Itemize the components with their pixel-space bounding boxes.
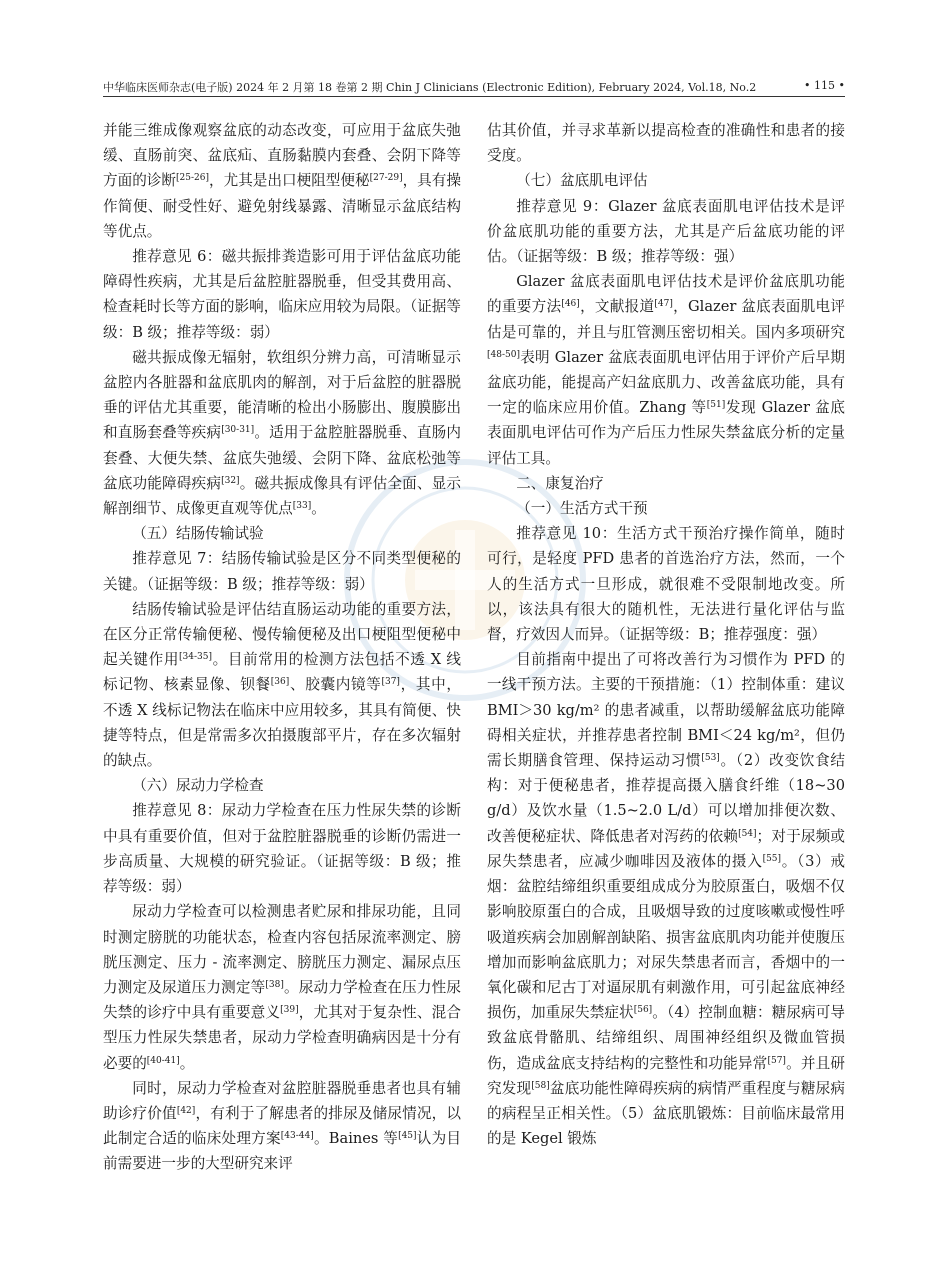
citation-ref: [33] [292,501,312,512]
text-run: 。（4）控制血糖：糖尿病可导致盆底骨骼肌、结缔组织、周围神经组织及微血管损伤，造成盆底支持结构的完整性和功能异常 [487,1004,845,1072]
text-run: 推荐意见 6：磁共振排粪造影可用于评估盆底功能障碍性疾病，尤其是后盆腔脏器脱垂，但受其费用高、检查耗时长等方面的影响，临床应用较为局限。（证据等级：B 级；推荐等级：弱） [103,248,461,341]
citation-ref: [48-50] [487,349,520,360]
text-run: 推荐意见 10：生活方式干预治疗操作简单，随时可行，是轻度 PFD 患者的首选治疗方法，然而，一个人的生活方式一旦形成，就很难不受限制地改变。所以，该法具有很大的随机性，无法进行量化评估与监督，疗效因人而异。（证据等级：B；推荐强度：强） [487,525,845,644]
text-run: 发现 Glazer 盆底表面肌电评估可作为产后压力性尿失禁盆底分析的定量评估工具。 [487,399,846,467]
text-run: （五）结肠传输试验 [132,525,264,543]
text-run: ，文献报道 [579,298,655,316]
text-run: 结肠传输试验是评估结直肠运动功能的重要方法，在区分正常传输便秘、慢传输便秘及出口梗阻型便秘中起关键作用 [103,600,461,669]
text-run: ，其中，不透 X 线标记物法在临床中应用较多，其具有简便、快捷等特点，但是常需多次拍摄腹部平片，存在多次辐射的缺点。 [103,676,461,770]
citation-ref: [40-41] [146,1055,180,1066]
paragraph [103,244,461,345]
text-run: （七）盆底肌电评估 [516,172,648,190]
text-run: 并能三维成像观察盆底的动态改变，可应用于盆底失弛缓、直肠前突、盆底疝、直肠黏膜内套叠、会阴下降等方面的诊断 [103,122,461,190]
paragraph-continued [103,118,461,244]
citation-ref: [42] [176,1105,196,1116]
text-run: 。并且研究发现 [487,1054,845,1097]
text-run: （一）生活方式干预 [516,500,648,518]
section-heading [487,471,845,496]
citation-ref: [58] [531,1080,550,1091]
paragraph [103,546,461,596]
text-run: ，有利于了解患者的排尿及储尿情况，以此制定合适的临床处理方案 [103,1104,461,1148]
citation-ref: [57] [767,1055,786,1066]
text-run: 二、康复治疗 [516,474,604,492]
citation-ref: [47] [654,299,673,310]
text-run: 估其价值，并寻求革新以提高检查的准确性和患者的接受度。 [487,122,845,165]
text-run: 。磁共振成像具有评估全面、显示解剖细节、成像更直观等优点 [103,474,461,518]
text-run: 。Baines 等 [313,1130,399,1148]
citation-ref: [27-29] [369,173,403,184]
citation-ref: [25-26] [176,173,209,184]
citation-ref: [37] [381,677,400,688]
running-header [103,79,845,97]
paragraph [103,1076,461,1177]
citation-ref: [43-44] [280,1131,314,1142]
journal-citation: 中华临床医师杂志(电子版) 2024 年 2 月第 18 卷第 2 期 Chin J Clinicians (Electronic Edition), February 2024, Vol.18, No.2 [103,81,757,94]
citation-ref: [30-31] [221,425,255,436]
text-run: 。 [311,500,326,518]
paragraph-continued [487,118,845,168]
section-heading [487,168,845,193]
text-run: 。（3）戒烟：盆腔结缔组织重要组成成分为胶原蛋白，吸烟不仅影响胶原蛋白的合成，且吸烟导致的过度咳嗽或慢性呼吸道疾病会加剧解剖缺陷、损害盆底肌肉功能并使腹压增加而影响盆底肌力；对尿失禁患者而言，香烟中的一氧化碳和尼古丁对逼尿肌有刺激作用，可引起盆底神经损伤，加重尿失禁症状 [487,852,845,1022]
text-run: ，尤其对于复杂性、混合型压力性尿失禁患者，尿动力学检查明确病因是十分有必要的 [103,1004,461,1072]
citation-ref: [51] [706,400,726,411]
text-run: 磁共振成像无辐射，软组织分辨力高，可清晰显示盆腔内各脏器和盆底肌肉的解剖，对于后盆腔的脏器脱垂的评估尤其重要，能清晰的检出小肠膨出、腹膜膨出和直肠套叠等疾病 [103,348,461,442]
text-run: 推荐意见 8：尿动力学检查在压力性尿失禁的诊断中具有重要价值，但对于盆腔脏器脱垂的诊断仍需进一步高质量、大规模的研究验证。（证据等级：B 级；推荐等级：弱） [103,802,461,896]
citation-ref: [54] [738,828,757,839]
citation-ref: [55] [762,853,782,864]
paragraph [487,194,845,270]
citation-ref: [34-35] [179,652,212,663]
citation-ref: [45] [398,1131,417,1142]
text-run: 表明 Glazer 盆底表面肌电评估用于评价产后早期盆底功能，能提高产妇盆底肌力、改善盆底功能，具有一定的临床应用价值。Zhang 等 [487,348,845,417]
text-run: Glazer 盆底表面肌电评估技术是评价盆底肌功能的重要方法 [487,273,845,316]
text-run: ，尤其是出口梗阻型便秘 [208,172,370,190]
header-rule [103,96,845,97]
paragraph [103,899,461,1075]
section-heading [103,773,461,798]
text-run: 。目前常用的检测方法包括不透 X 线标记物、核素显像、钡餐 [103,651,461,694]
text-run: 目前指南中提出了可将改善行为习惯作为 PFD 的一线干预方法。主要的干预措施：（1）控制体重：建议 BMI＞30 kg/m² 的患者减重，以帮助缓解盆底功能障碍相关症状，并推荐患者控制 BMI＜24 kg/m²，但仍需长期膳食管理、保持运动习惯 [487,651,845,770]
text-run: 认为目前需要进一步的大型研究来评 [103,1130,461,1173]
text-run: 。适用于盆腔脏器脱垂、直肠内套叠、大便失禁、盆底失弛缓、会阴下降、盆底松弛等盆底功能障碍疾病 [103,424,461,492]
text-run: 。 [179,1054,195,1072]
section-heading [103,521,461,546]
paragraph [487,521,845,647]
paragraph [103,345,461,521]
citation-ref: [36] [270,677,290,688]
right-column [487,118,845,1151]
text-run: 、胶囊内镜等 [289,676,382,694]
text-run: 尿动力学检查可以检测患者贮尿和排尿功能，且同时测定膀胱的功能状态，检查内容包括尿流率测定、膀胱压测定、压力 - 流率测定、膀胱压力测定、漏尿点压力测定及尿道压力测定等 [103,903,461,996]
citation-ref: [39] [280,1005,299,1016]
text-run: 推荐意见 7：结肠传输试验是区分不同类型便秘的关键。（证据等级：B 级；推荐等级：弱） [103,550,461,593]
page-number: • 115 • [804,79,845,92]
text-run: 同时，尿动力学检查对盆腔脏器脱垂患者也具有辅助诊疗价值 [103,1079,461,1122]
text-run: ，Glazer 盆底表面肌电评估是可靠的，并且与肛管测压密切相关。国内多项研究 [487,298,845,341]
paragraph [103,597,461,773]
text-run: ；对于尿频或尿失禁患者，应减少咖啡因及液体的摄入 [487,827,845,870]
text-run: ，具有操作简便、耐受性好、避免射线暴露、清晰显示盆底结构等优点。 [103,172,461,240]
citation-ref: [32] [221,475,240,486]
citation-ref: [53] [701,753,720,764]
citation-ref: [38] [265,979,284,990]
paragraph [487,647,845,1151]
citation-ref: [56] [633,1005,653,1016]
text-run: 。（2）改变饮食结构：对于便秘患者，推荐提高摄入膳食纤维（18~30 g/d）及饮水量（1.5~2.0 L/d）可以增加排便次数、改善便秘症状、降低患者对泻药的依赖 [487,752,845,845]
citation-ref: [46] [561,299,580,310]
left-column [103,118,461,1177]
text-run: 推荐意见 9：Glazer 盆底表面肌电评估技术是评价盆底肌功能的重要方法，尤其是产后盆底功能的评估。（证据等级：B 级；推荐等级：强） [487,197,845,266]
paragraph [487,269,845,471]
section-heading [487,496,845,521]
text-run: 盆底功能性障碍疾病的病情严重程度与糖尿病的病程呈正相关性。（5）盆底肌锻炼：目前临床最常用的是 Kegel 锻炼 [487,1079,845,1148]
text-run: 。尿动力学检查在压力性尿失禁的诊疗中具有重要意义 [103,978,461,1022]
text-run: （六）尿动力学检查 [132,777,264,795]
paragraph [103,798,461,899]
